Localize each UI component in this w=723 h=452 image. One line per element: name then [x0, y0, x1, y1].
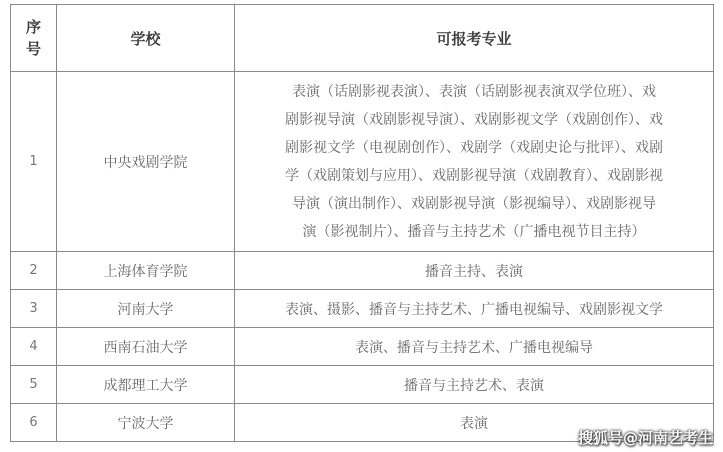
majors-table — [10, 4, 714, 442]
row-school: 成都理工大学 — [57, 366, 235, 404]
header-school: 学校 — [57, 5, 235, 72]
row-school: 宁波大学 — [57, 404, 235, 442]
row-majors: 播音与主持艺术、表演 — [235, 366, 714, 404]
row-majors — [235, 72, 714, 252]
table-row — [11, 290, 714, 328]
row-school: 中央戏剧学院 — [57, 72, 235, 252]
header-index — [11, 5, 57, 72]
row-majors: 表演、播音与主持艺术、广播电视编导 — [235, 328, 714, 366]
row-majors-line: 表演（话剧影视表演）、表演（话剧影视表演双学位班）、戏 — [292, 83, 656, 100]
table-row — [11, 328, 714, 366]
table-row — [11, 72, 714, 252]
row-majors-line: 演（影视制片）、播音与主持艺术（广播电视节目主持） — [302, 223, 646, 240]
row-index: 3 — [11, 290, 57, 328]
row-index: 4 — [11, 328, 57, 366]
row-school: 上海体育学院 — [57, 252, 235, 290]
page — [10, 4, 713, 450]
row-majors: 播音主持、表演 — [235, 252, 714, 290]
row-index: 6 — [11, 404, 57, 442]
row-majors-line: 剧影视文学（电视剧创作）、戏剧学（戏剧史论与批评）、戏剧 — [285, 139, 663, 156]
row-majors-line: 导演（演出制作）、戏剧影视导演（影视编导）、戏剧影视导 — [292, 195, 656, 212]
header-index-line1: 序 — [25, 18, 41, 36]
row-index: 2 — [11, 252, 57, 290]
row-majors: 表演 — [235, 404, 714, 442]
table-row — [11, 252, 714, 290]
row-school: 河南大学 — [57, 290, 235, 328]
row-index: 1 — [11, 72, 57, 252]
watermark: 搜狐号@河南艺考生 — [577, 429, 713, 447]
table-row — [11, 366, 714, 404]
header-index-line2: 号 — [25, 40, 41, 58]
header-majors: 可报考专业 — [235, 5, 714, 72]
row-majors-line: 学（戏剧策划与应用）、戏剧影视导演（戏剧教育）、戏剧影视 — [285, 167, 663, 184]
row-index: 5 — [11, 366, 57, 404]
table-header-row — [11, 5, 714, 72]
row-majors: 表演、摄影、播音与主持艺术、广播电视编导、戏剧影视文学 — [235, 290, 714, 328]
row-school: 西南石油大学 — [57, 328, 235, 366]
row-majors-line: 剧影视导演（戏剧影视导演）、戏剧影视文学（戏剧创作）、戏 — [285, 111, 663, 128]
